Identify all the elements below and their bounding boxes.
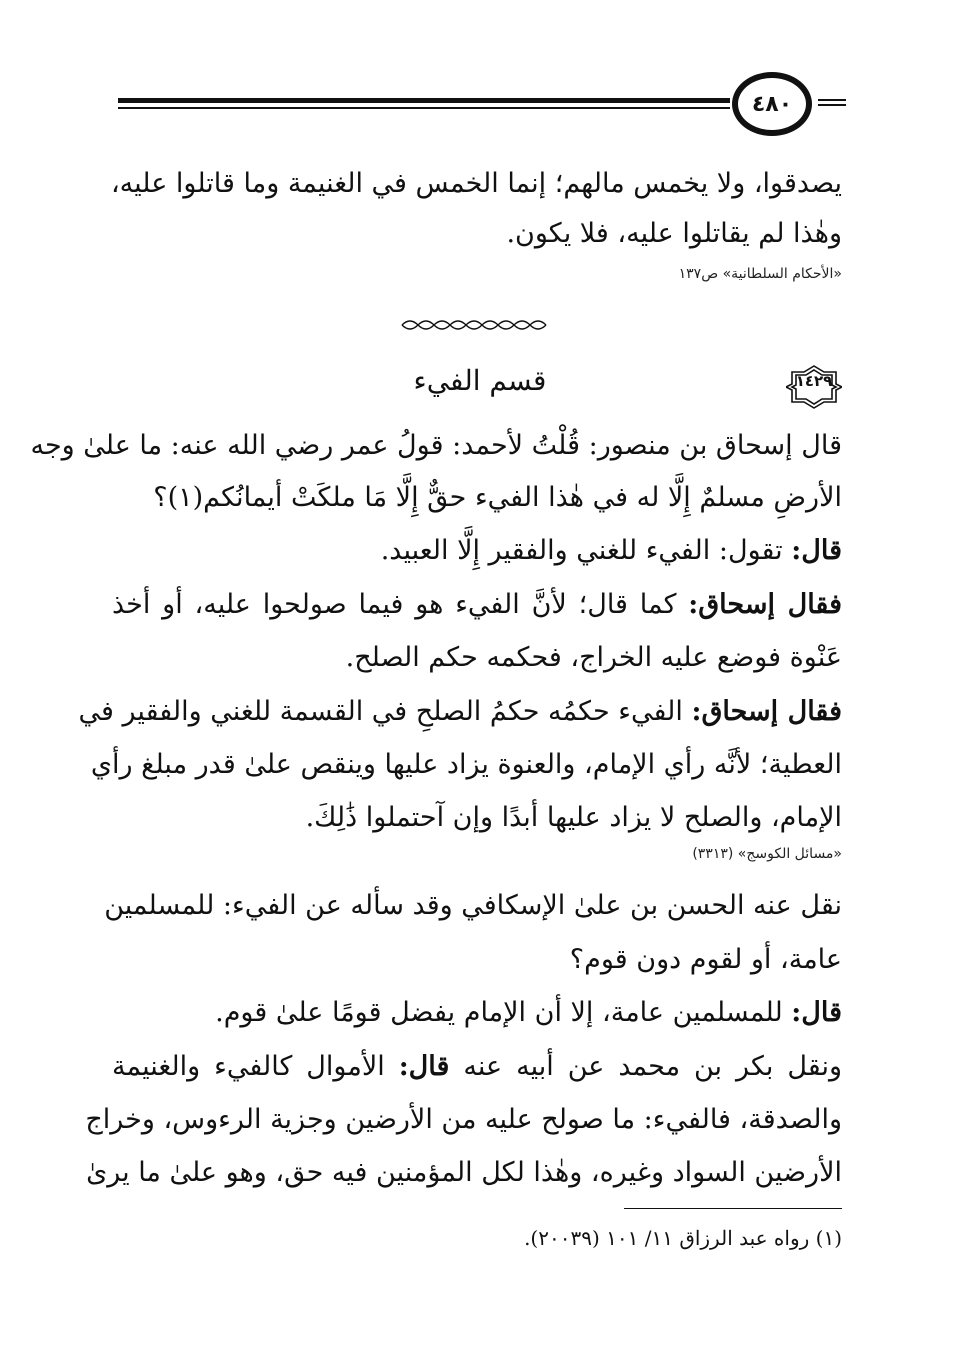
header-rule-thin: [118, 107, 730, 109]
p6-line: [112, 985, 842, 1041]
p4-line-3: الإمام، والصلح لا يزاد عليها أبدًا وإن آحتملوا ذَٰلِكَ.: [305, 802, 842, 833]
ornament-divider: [398, 316, 558, 334]
intro-source: «الأحكام السلطانية» ص١٣٧: [678, 266, 842, 282]
p4-text: الفيء حكمُه حكمُ الصلحِ في القسمة للغني والفقير في: [78, 696, 692, 727]
p4-source: «مسائل الكوسج» (٣٣١٣): [692, 846, 842, 862]
p1-line-1: قال إسحاق بن منصور: قُلْتُ لأحمد: قولُ عمر رضي الله عنه: ما علىٰ وجه: [30, 430, 842, 461]
intro-line-2: وهٰذا لم يقاتلوا عليه، فلا يكون.: [506, 218, 842, 249]
section-number: ١٤٢٩: [795, 372, 833, 390]
p7-label: قال:: [398, 1051, 450, 1082]
p4-line-2: العطية؛ لأنَّه رأي الإمام، والعنوة يزاد عليها وينقص علىٰ قدر مبلغ رأي: [90, 749, 842, 780]
section-title: قسم الفيء: [413, 364, 547, 397]
p7-text-b: الأموال كالفيء والغنيمة: [112, 1051, 399, 1082]
p5-line-1: نقل عنه الحسن بن علىٰ الإسكافي وقد سأله عن الفيء: للمسلمين: [104, 890, 842, 921]
p1-line-2: الأرضِ مسلمٌ إِلَّا له في هٰذا الفيء حقٌّ إِلَّا مَا ملكَتْ أيمانُكم(١)؟: [153, 482, 842, 513]
p2-line: [112, 523, 842, 579]
p6-label: قال:: [791, 997, 842, 1028]
p2-text: تقول: الفيء للغني والفقير إِلَّا العبيد.: [380, 535, 792, 566]
footnote: (١) رواه عبد الرزاق ١١/ ١٠١ (٢٠٠٣٩).: [524, 1226, 842, 1250]
p4-line-1: [78, 684, 842, 740]
footnote-rule: [624, 1208, 842, 1209]
p3-line-2: عَنْوة فوضع عليه الخراج، فحكمه حكم الصلح.: [345, 642, 842, 673]
p7-text-a: ونقل بكر بن محمد عن أبيه عنه: [449, 1051, 843, 1082]
p5-line-2: عامة، أو لقوم دون قوم؟: [569, 944, 842, 975]
p4-label: فقال إسحاق:: [691, 696, 842, 727]
p3-text: كما قال؛ لأنَّ الفيء هو فيما صولحوا عليه، أو أخذ: [112, 589, 689, 620]
p7-line-2: والصدقة، فالفيء: ما صولح عليه من الأرضين وجزية الرءوس، وخراج: [85, 1104, 842, 1135]
p7-line-3: الأرضين السواد وغيره، وهٰذا لكل المؤمنين فيه حق، وهو علىٰ ما يرىٰ: [86, 1157, 842, 1188]
header-rule-right: [818, 99, 846, 106]
p3-line-1: [112, 577, 842, 633]
page-number: ٤٨٠: [732, 72, 812, 136]
p2-label: قال:: [791, 535, 842, 566]
p3-label: فقال إسحاق:: [688, 589, 842, 620]
intro-line-1: يصدقوا، ولا يخمس مالهم؛ إنما الخمس في الغنيمة وما قاتلوا عليه،: [110, 168, 842, 199]
p6-text: للمسلمين عامة، إلا أن الإمام يفضل قومًا علىٰ قوم.: [215, 997, 792, 1028]
p7-line-1: [112, 1039, 842, 1095]
header-rule-thick: [118, 98, 730, 103]
